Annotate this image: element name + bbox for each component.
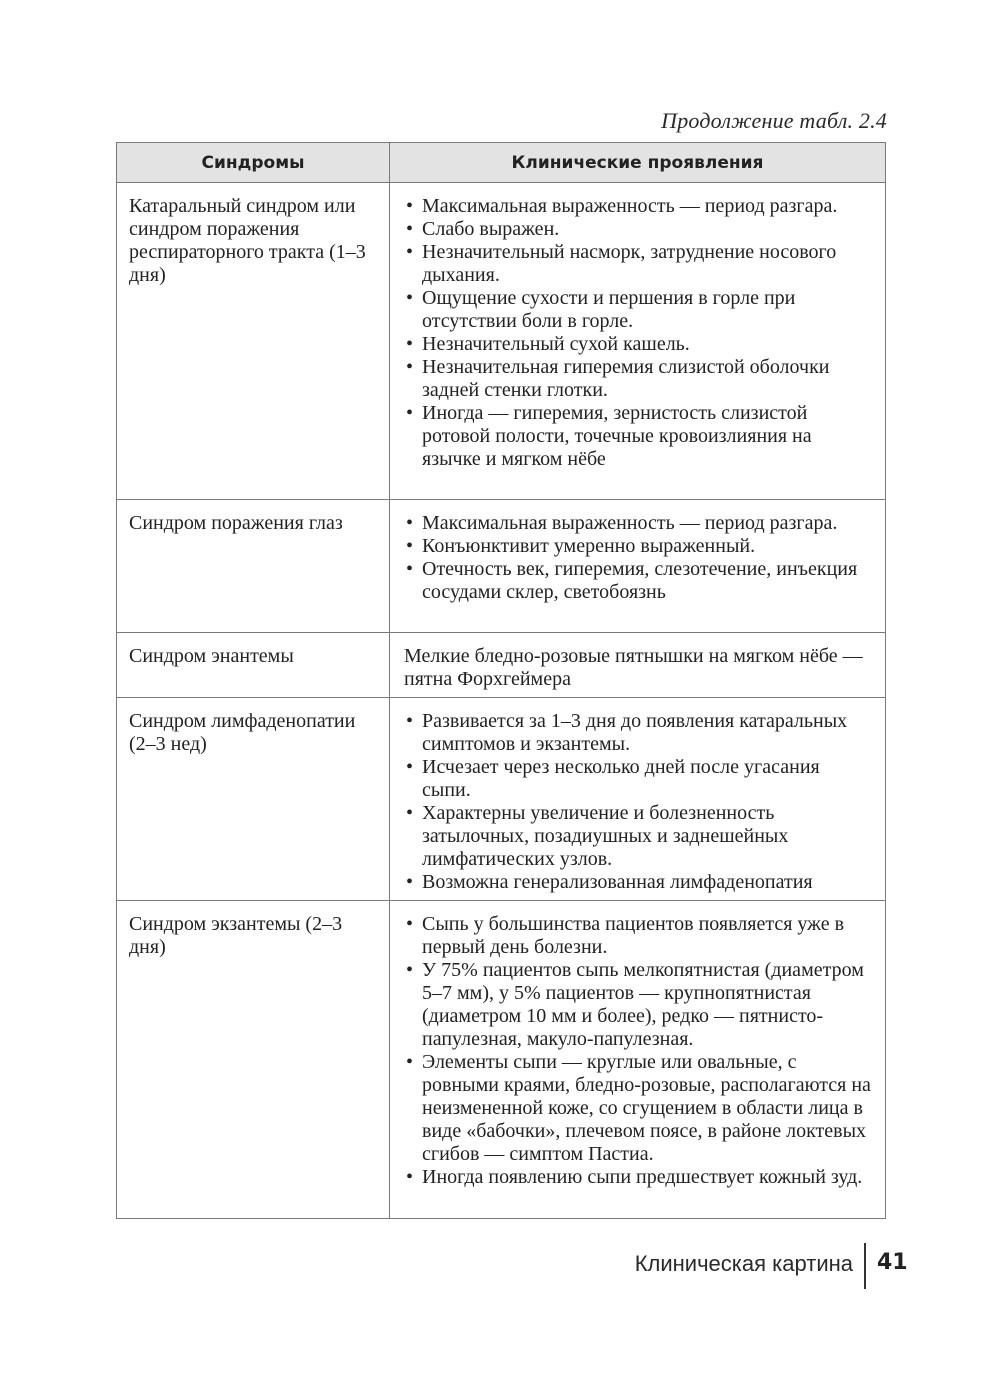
manifestations-list — [404, 710, 873, 894]
column-header-syndromes: Синдромы — [117, 143, 390, 183]
manifestations-cell — [390, 901, 886, 1219]
table-row — [117, 183, 886, 500]
list-item: • Незначительный насморк, затруднение носового дыхания. — [404, 241, 873, 287]
manifestations-cell — [390, 500, 886, 633]
list-item: • Сыпь у большинства пациентов появляется уже в первый день болезни. — [404, 913, 873, 959]
footer-divider — [864, 1243, 866, 1289]
manifestations-cell — [390, 698, 886, 901]
syndrome-name: Синдром экзантемы (2–3 дня) — [117, 901, 390, 1219]
list-item: • Отечность век, гиперемия, слезотечение, инъекция сосудами склер, светобоязнь — [404, 558, 873, 604]
table-continuation-caption: Продолжение табл. 2.4 — [661, 108, 887, 133]
table-row — [117, 633, 886, 698]
running-footer-title: Клиническая картина — [634, 1251, 853, 1276]
manifestations-list — [404, 913, 873, 1189]
list-item: • Максимальная выраженность — период разгара. — [404, 195, 873, 218]
syndrome-name: Катаральный синдром или синдром поражения респираторного тракта (1–3 дня) — [117, 183, 390, 500]
manifestations-list — [404, 195, 873, 471]
list-item: • Слабо выражен. — [404, 218, 873, 241]
page-footer — [0, 1239, 1000, 1289]
list-item: • Иногда появлению сыпи предшествует кожный зуд. — [404, 1166, 873, 1189]
table-header-row — [117, 143, 886, 183]
list-item: • Максимальная выраженность — период разгара. — [404, 512, 873, 535]
list-item: • Развивается за 1–3 дня до появления катаральных симптомов и экзантемы. — [404, 710, 873, 756]
manifestations-text: Мелкие бледно-розовые пятнышки на мягком нёбе — пятна Форхгеймера — [404, 645, 863, 690]
list-item: • Конъюнктивит умеренно выраженный. — [404, 535, 873, 558]
list-item: • Элементы сыпи — круглые или овальные, с ровными краями, бледно-розовые, располагаются на неизмененной коже, со сгущением в области лица в виде «бабочки», плечевом поясе, в районе локтевых сгибов — симптом Пастиа. — [404, 1051, 873, 1166]
list-item: • Характерны увеличение и болезненность затылочных, позадиушных и заднешейных лимфатических узлов. — [404, 802, 873, 871]
syndrome-name: Синдром лимфаденопатии (2–3 нед) — [117, 698, 390, 901]
table-row — [117, 901, 886, 1219]
manifestations-cell — [390, 183, 886, 500]
syndrome-name: Синдром энантемы — [117, 633, 390, 698]
list-item: • У 75% пациентов сыпь мелкопятнистая (диаметром 5–7 мм), у 5% пациентов — крупнопятнистая (диаметром 10 мм и более), редко — пятнисто-папулезная, макуло-папулезная. — [404, 959, 873, 1051]
list-item: • Незначительная гиперемия слизистой оболочки задней стенки глотки. — [404, 356, 873, 402]
manifestations-list — [404, 512, 873, 604]
table-row — [117, 698, 886, 901]
list-item: • Незначительный сухой кашель. — [404, 333, 873, 356]
list-item: • Возможна генерализованная лимфаденопатия — [404, 871, 873, 894]
page-number: 41 — [877, 1250, 908, 1275]
syndromes-table — [116, 142, 886, 1219]
list-item: • Исчезает через несколько дней после угасания сыпи. — [404, 756, 873, 802]
column-header-manifestations: Клинические проявления — [390, 143, 886, 183]
list-item: • Иногда — гиперемия, зернистость слизистой ротовой полости, точечные кровоизлияния на язычке и мягком нёбе — [404, 402, 873, 471]
manifestations-cell — [390, 633, 886, 698]
syndrome-name: Синдром поражения глаз — [117, 500, 390, 633]
table-row — [117, 500, 886, 633]
list-item: • Ощущение сухости и першения в горле при отсутствии боли в горле. — [404, 287, 873, 333]
